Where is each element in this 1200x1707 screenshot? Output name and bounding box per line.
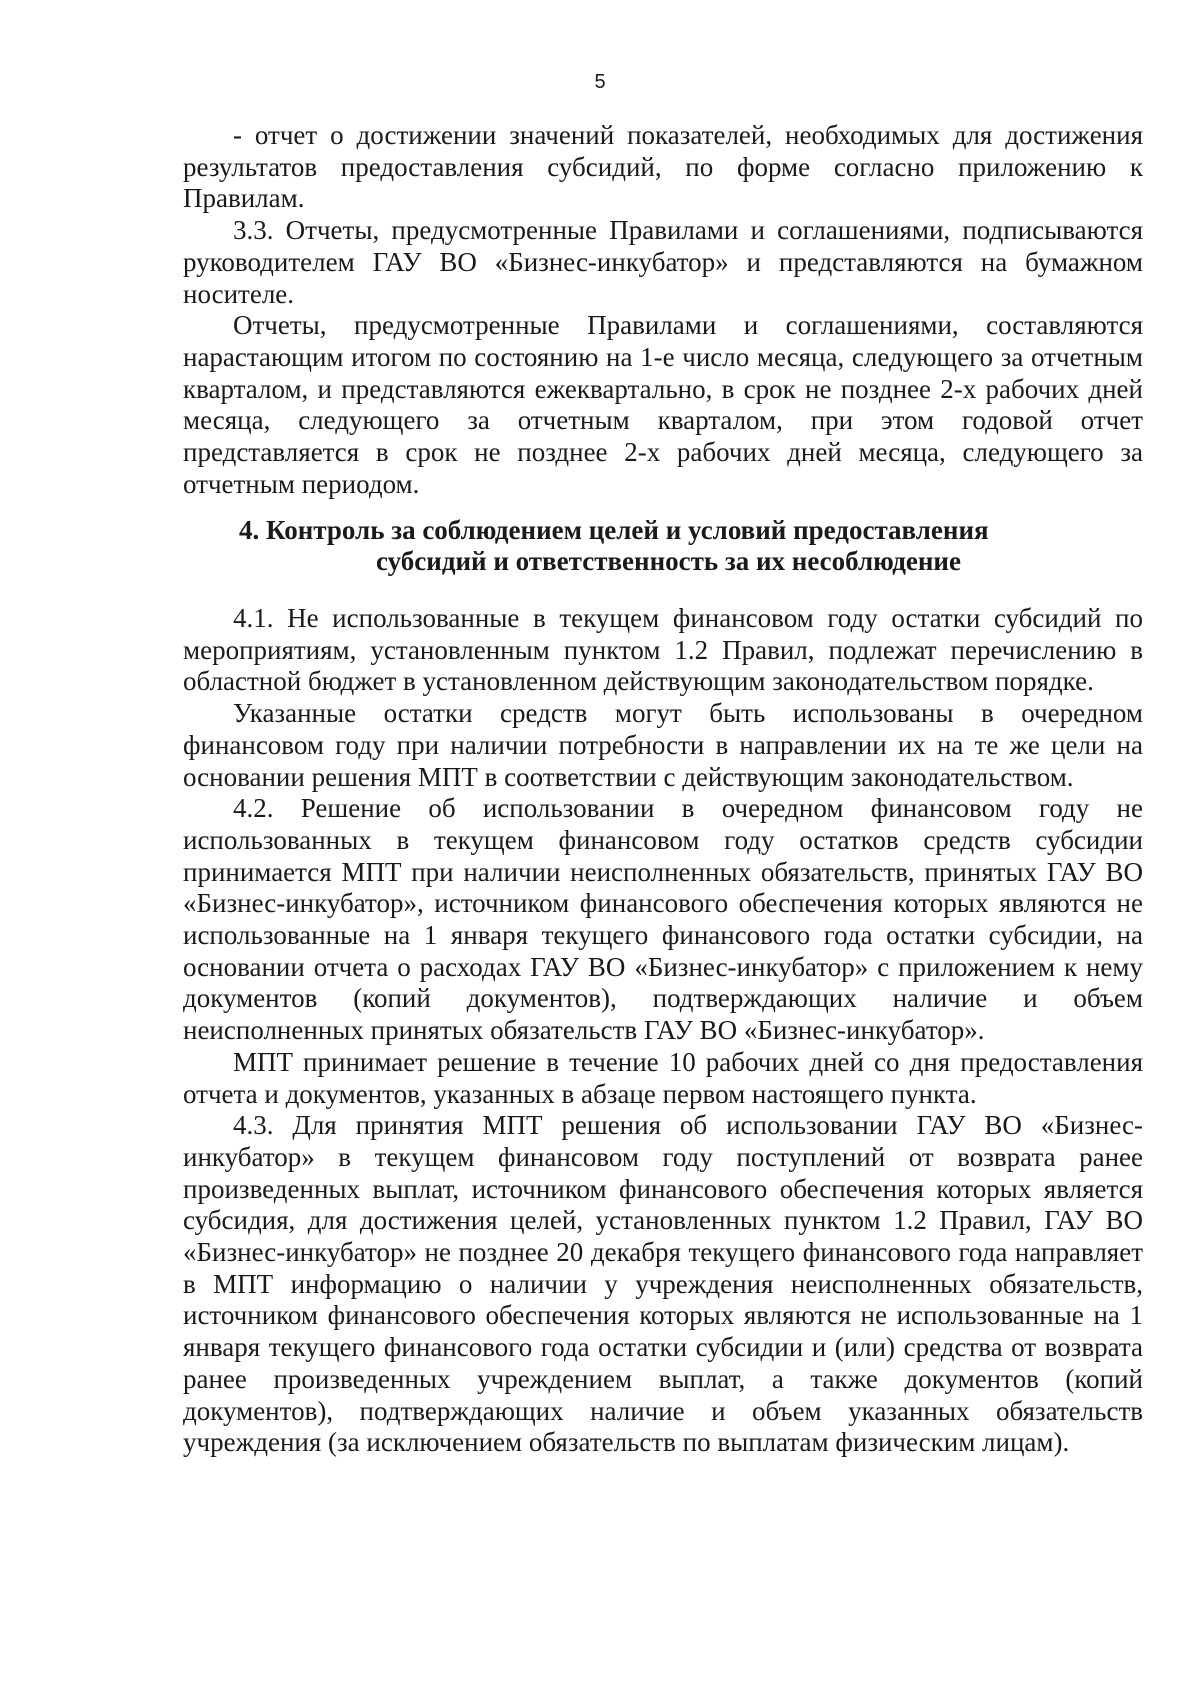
paragraph-3-3: 3.3. Отчеты, предусмотренные Правилами и соглашениями, подписываются руководителем ГАУ ВО «Бизнес-инкубатор» и представляются на бумажном носителе.: [183, 215, 1143, 309]
paragraph-4-2: 4.2. Решение об использовании в очередном финансовом году не использованных в текущем финансовом году остатков средств субсидии принимается МПТ при наличии неисполненных обязательств, принятых ГАУ ВО «Бизнес-инкубатор», источником финансового обеспечения которых являются не использованные на 1 января текущего финансового года остатки субсидии, на основании отчета о расходах ГАУ ВО «Бизнес-инкубатор» с приложением к нему документов (копий документов), подтверждающих наличие и объем неисполненных принятых обязательств ГАУ ВО «Бизнес-инкубатор».: [183, 793, 1143, 1046]
paragraph-4-3: 4.3. Для принятия МПТ решения об использовании ГАУ ВО «Бизнес-инкубатор» в текущем финансовом году поступлений от возврата ранее произведенных выплат, источником финансового обеспечения которых является субсидия, для достижения целей, установленных пунктом 1.2 Правил, ГАУ ВО «Бизнес-инкубатор» не позднее 20 декабря текущего финансового года направляет в МПТ информацию о наличии у учреждения неисполненных обязательств, источником финансового обеспечения которых являются не использованные на 1 января текущего финансового года остатки субсидии и (или) средства от возврата ранее произведенных учреждением выплат, а также документов (копий документов), подтверждающих наличие и объем указанных обязательств учреждения (за исключением обязательств по выплатам физическим лицам).: [183, 1110, 1143, 1458]
section-4-heading-line-1: 4. Контроль за соблюдением целей и условий предоставления: [239, 515, 989, 545]
section-4-heading-line-2: субсидий и ответственность за их несоблюдение: [376, 546, 961, 576]
section-4-heading: [183, 515, 1143, 577]
page-number: 5: [594, 71, 606, 93]
paragraph-4-1: 4.1. Не использованные в текущем финансовом году остатки субсидий по мероприятиям, установленным пунктом 1.2 Правил, подлежат перечислению в областной бюджет в установленном действующим законодательством порядке.: [183, 603, 1143, 697]
section-4-body: [183, 603, 1143, 1459]
paragraph-remaining-funds: Указанные остатки средств могут быть использованы в очередном финансовом году при наличии потребности в направлении их на те же цели на основании решения МПТ в соответствии с действующим законодательством.: [183, 698, 1143, 792]
paragraph-reports-cumulative: Отчеты, предусмотренные Правилами и соглашениями, составляются нарастающим итогом по состоянию на 1-е число месяца, следующего за отчетным кварталом, и представляются ежеквартально, в срок не позднее 2-х рабочих дней месяца, следующего за отчетным кварталом, при этом годовой отчет представляется в срок не позднее 2-х рабочих дней месяца, следующего за отчетным периодом.: [183, 310, 1143, 499]
top-text-block: [183, 120, 1143, 500]
paragraph-decision-term: МПТ принимает решение в течение 10 рабочих дней со дня предоставления отчета и документов, указанных в абзаце первом настоящего пункта.: [183, 1046, 1143, 1109]
paragraph-report-item: - отчет о достижении значений показателей, необходимых для достижения результатов предоставления субсидий, по форме согласно приложению к Правилам.: [183, 120, 1143, 214]
